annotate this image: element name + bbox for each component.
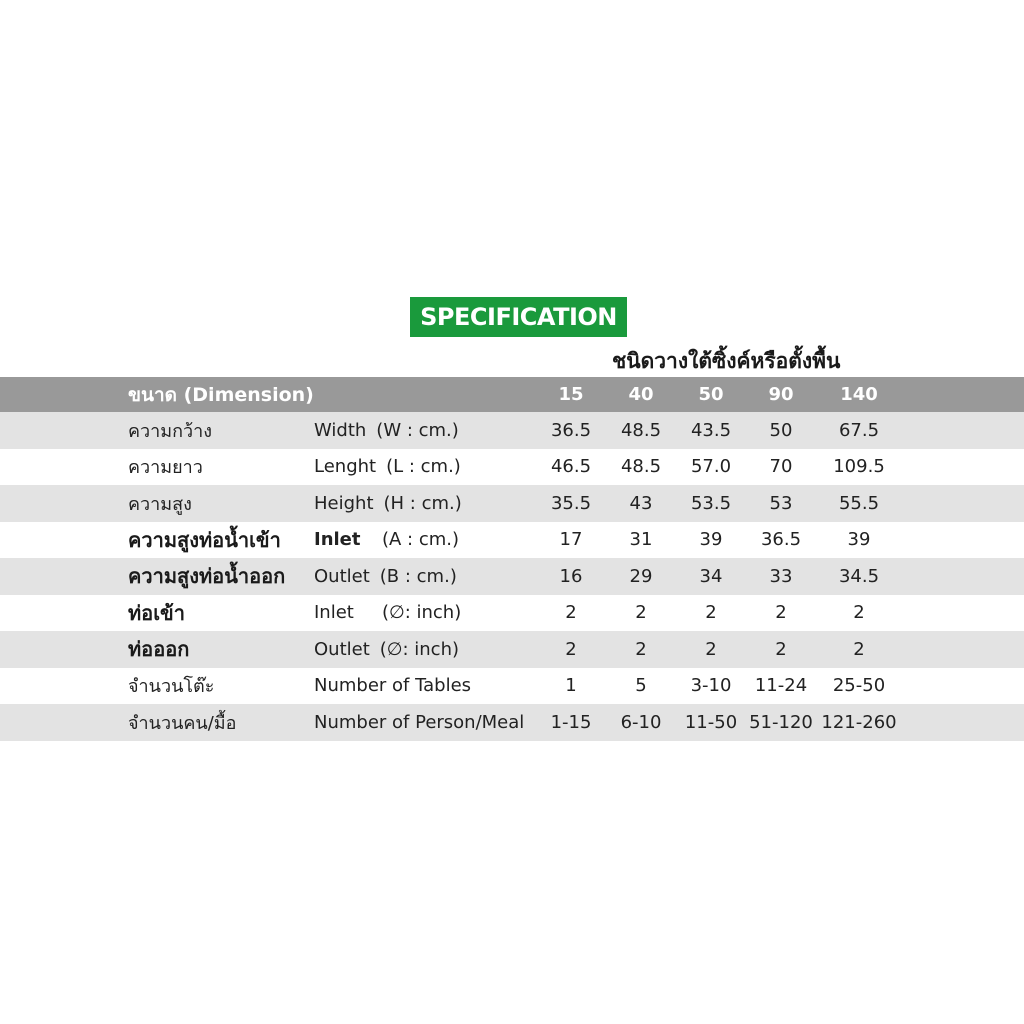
table-row-persons [0,704,1024,741]
table-row-length [0,449,1024,486]
table-cell: 29 [629,565,653,587]
table-cell: 70 [769,456,793,478]
model-15-header: 15 [558,384,584,405]
row-english-label: Height (H : cm.) [314,492,462,514]
table-cell: 46.5 [550,456,592,478]
table-cell: 2 [853,638,865,660]
table-cell: 55.5 [838,492,880,514]
row-english-label: Outlet (∅: inch) [314,638,460,660]
model-50-header: 50 [698,384,724,405]
table-cell: 51-120 [749,711,813,733]
table-cell: 2 [775,638,787,660]
table-cell: 43 [629,492,653,514]
table-cell: 2 [565,602,577,624]
row-english-label: Width (W : cm.) [314,419,459,441]
table-cell: 25-50 [832,675,886,697]
table-cell: 17 [559,529,583,551]
row-thai-label: จำนวนคน/มื้อ [128,712,237,734]
table-row-inlet-pipe [0,595,1024,632]
dimension-header-label: ขนาด (Dimension) [128,383,314,406]
table-cell: 3-10 [690,675,732,697]
row-thai-label: ท่อเข้า [128,600,185,625]
table-cell: 109.5 [833,456,885,478]
installation-type-subtitle: ชนิดวางใต้ซิ้งค์หรือตั้งพื้น [612,349,841,373]
row-thai-label: ความกว้าง [128,420,213,442]
table-cell: 36.5 [550,419,592,441]
table-cell: 53.5 [690,492,732,514]
row-english-label: Inlet (A : cm.) [314,529,460,551]
model-90-header: 90 [768,384,794,405]
table-cell: 2 [775,602,787,624]
table-cell: 39 [847,529,871,551]
model-40-header: 40 [628,384,654,405]
row-english-label: Number of Person/Meal [314,711,525,733]
table-cell: 11-24 [754,675,808,697]
row-english-label: Lenght (L : cm.) [314,456,461,478]
table-cell: 36.5 [760,529,802,551]
table-cell: 34 [699,565,723,587]
table-cell: 2 [635,638,647,660]
table-cell: 53 [769,492,793,514]
table-cell: 6-10 [620,711,662,733]
table-row-tables [0,668,1024,705]
table-cell: 39 [699,529,723,551]
table-cell: 5 [635,675,647,697]
row-thai-label: จำนวนโต๊ะ [128,676,215,698]
table-row-inlet-height [0,522,1024,559]
table-cell: 2 [853,602,865,624]
table-cell: 35.5 [550,492,592,514]
table-row-height [0,485,1024,522]
table-cell: 1 [565,675,577,697]
specification-badge: SPECIFICATION [410,297,627,337]
table-cell: 34.5 [838,565,880,587]
spec-table [0,377,1024,741]
model-140-header: 140 [840,384,878,405]
table-cell: 1-15 [550,711,592,733]
table-cell: 48.5 [620,419,662,441]
table-row-width [0,412,1024,449]
table-cell: 2 [635,602,647,624]
table-cell: 2 [705,602,717,624]
row-thai-label: ความสูงท่อน้ำเข้า [128,527,281,552]
table-cell: 31 [629,529,653,551]
row-thai-label: ความยาว [128,457,203,479]
table-cell: 48.5 [620,456,662,478]
table-cell: 50 [769,419,793,441]
row-thai-label: ท่อออก [128,637,190,662]
table-cell: 2 [705,638,717,660]
row-thai-label: ความสูงท่อน้ำออก [128,564,286,589]
table-header-row [0,377,1024,412]
row-english-label: Outlet (B : cm.) [314,565,457,587]
table-cell: 11-50 [684,711,738,733]
table-cell: 33 [769,565,793,587]
table-row-outlet-height [0,558,1024,595]
row-english-label: Number of Tables [314,675,472,697]
table-cell: 57.0 [690,456,732,478]
table-cell: 2 [565,638,577,660]
row-english-label: Inlet (∅: inch) [314,602,462,624]
table-cell: 121-260 [821,711,897,733]
table-row-outlet-pipe [0,631,1024,668]
table-cell: 43.5 [690,419,732,441]
table-cell: 16 [559,565,583,587]
table-cell: 67.5 [838,419,880,441]
row-thai-label: ความสูง [128,493,192,515]
